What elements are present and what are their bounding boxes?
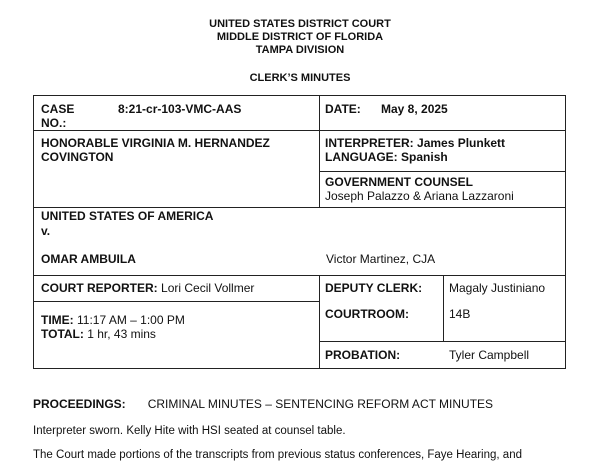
plaintiff: UNITED STATES OF AMERICA [41, 209, 214, 223]
column-divider [319, 275, 320, 368]
column-divider [443, 275, 444, 341]
versus: v. [41, 224, 51, 238]
courtroom-value: 14B [449, 307, 471, 321]
proceedings-line: PROCEEDINGS: CRIMINAL MINUTES – SENTENCING REFORM ACT MINUTES [33, 397, 494, 411]
court-reporter: COURT REPORTER: Lori Cecil Vollmer [41, 281, 255, 295]
court-header [0, 18, 600, 57]
row-divider [34, 207, 565, 208]
interpreter-block: INTERPRETER: James Plunkett LANGUAGE: Spanish [325, 136, 506, 164]
paragraph-1: Interpreter sworn. Kelly Hite with HSI seated at counsel table. [33, 425, 346, 437]
judge-name: HONORABLE VIRGINIA M. HERNANDEZ COVINGTON [41, 136, 270, 164]
deputy-clerk-label: DEPUTY CLERK: [325, 281, 423, 295]
date-value: May 8, 2025 [381, 102, 448, 116]
probation-label: PROBATION: [325, 348, 401, 362]
court-name: UNITED STATES DISTRICT COURT [209, 18, 391, 30]
deputy-clerk-name: Magaly Justiniano [449, 281, 546, 295]
date-label: DATE: [325, 102, 361, 116]
defense-counsel: Victor Martinez, CJA [326, 252, 436, 266]
row-divider [34, 130, 565, 131]
probation-name: Tyler Campbell [449, 348, 530, 362]
division-name: TAMPA DIVISION [255, 44, 345, 56]
courtroom-label: COURTROOM: [325, 307, 409, 321]
minutes-title: CLERK’S MINUTES [249, 72, 351, 84]
row-divider [34, 275, 565, 276]
time-block: TIME: 11:17 AM – 1:00 PM TOTAL: 1 hr, 43 mins [41, 313, 185, 341]
case-label: CASE NO.: [41, 102, 75, 130]
case-number: 8:21-cr-103-VMC-AAS [118, 102, 242, 116]
row-divider [320, 171, 565, 172]
government-counsel: GOVERNMENT COUNSEL Joseph Palazzo & Ariana Lazzaroni [325, 175, 514, 203]
case-info-table [33, 95, 566, 369]
district-name: MIDDLE DISTRICT OF FLORIDA [216, 31, 384, 43]
row-divider [320, 341, 565, 342]
defendant: OMAR AMBUILA [41, 252, 136, 266]
paragraph-2: The Court made portions of the transcripts from previous status conferences, Faye Hearing, and [33, 449, 522, 461]
row-divider [34, 301, 320, 302]
column-divider [319, 96, 320, 207]
